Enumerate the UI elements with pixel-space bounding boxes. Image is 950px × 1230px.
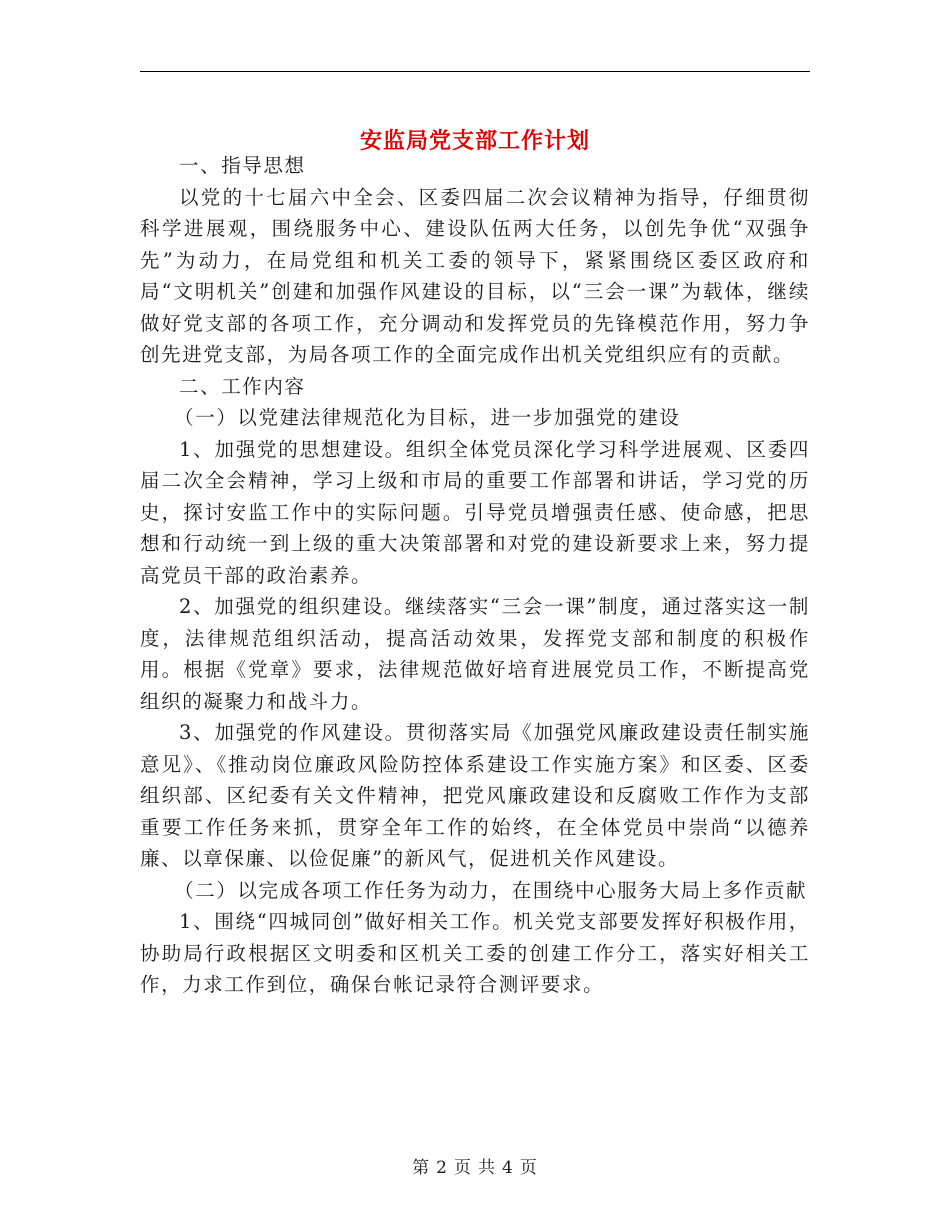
footer-total-label: 共 xyxy=(478,1158,496,1178)
footer-current-page: 2 xyxy=(436,1158,448,1178)
paragraph-organizational-building: 2、加强党的组织建设。继续落实“三会一课”制度，通过落实这一制度，法律规范组织活动，提高活动效果，发挥党支部和制度的积极作用。根据《党章》要求，法律规范做好培育进展党员工作，不断提高党组织的凝聚力和战斗力。 xyxy=(140,595,810,713)
footer-total-unit: 页 xyxy=(519,1158,538,1178)
paragraph-four-cities-creation: 1、围绕“四城同创”做好相关工作。机关党支部要发挥好积极作用，协助局行政根据区文明委和区机关工委的创建工作分工，落实好相关工作，力求工作到位，确保台帐记录符合测评要求。 xyxy=(140,910,810,996)
page-footer xyxy=(0,1153,950,1178)
section-heading-guiding-ideology: 一、指导思想 xyxy=(179,154,306,177)
subsection-heading-task-completion: （二）以完成各项工作任务为动力，在围绕中心服务大局上多作贡献 xyxy=(174,878,808,902)
footer-page-unit: 页 xyxy=(454,1158,472,1178)
paragraph-ideological-building: 1、加强党的思想建设。组织全体党员深化学习科学进展观、区委四届二次全会精神，学习上级和市局的重要工作部署和讲话，学习党的历史，探讨安监工作中的实际问题。引导党员增强责任感、使命感，把思想和行动统一到上级的重大决策部署和对党的建设新要求上来，努力提高党员干部的政治素养。 xyxy=(140,437,810,587)
footer-total-pages: 4 xyxy=(502,1158,514,1178)
section-heading-work-content: 二、工作内容 xyxy=(179,374,306,398)
document-title: 安监局党支部工作计划 xyxy=(359,127,590,154)
document-body xyxy=(140,150,810,1001)
footer-page-label: 第 xyxy=(412,1158,431,1178)
header-rule xyxy=(140,71,810,72)
paragraph-work-style-building: 3、加强党的作风建设。贯彻落实局《加强党风廉政建设责任制实施意见》、《推动岗位廉政风险防控体系建设工作实施方案》和区委、区委组织部、区纪委有关文件精神，把党风廉政建设和反腐败工作作为支部重要工作任务来抓，贯穿全年工作的始终，在全体党员中崇尚“以德养廉、以章保廉、以俭促廉”的新风气，促进机关作风建设。 xyxy=(140,721,810,870)
paragraph-guiding-ideology: 以党的十七届六中全会、区委四届二次会议精神为指导，仔细贯彻科学进展观，围绕服务中心、建设队伍两大任务，以创先争优“双强争先”为动力，在局党组和机关工委的领导下，紧紧围绕区委区政府和局“文明机关”创建和加强作风建设的目标，以“三会一课”为载体，继续做好党支部的各项工作，充分调动和发挥党员的先锋模范作用，努力争创先进党支部，为局各项工作的全面完成作出机关党组织应有的贡献。 xyxy=(140,185,810,366)
subsection-heading-party-building: （一）以党建法律规范化为目标，进一步加强党的建设 xyxy=(174,406,681,429)
